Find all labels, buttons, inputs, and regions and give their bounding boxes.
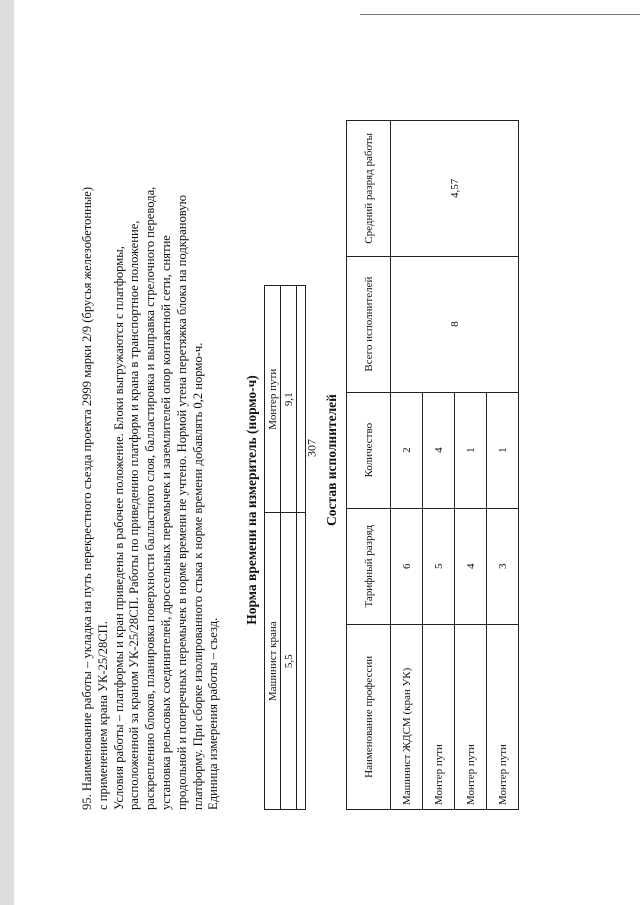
crew-table bbox=[346, 120, 519, 810]
crew-header-avg-grade: Средний разряд работы bbox=[347, 121, 391, 257]
crew-row-3-grade: 4 bbox=[455, 508, 487, 624]
crew-row-1-count: 2 bbox=[391, 392, 423, 508]
crew-row-4-grade: 3 bbox=[487, 508, 519, 624]
norm-header-track: Монтер пути bbox=[265, 286, 281, 513]
norm-header-crane: Машинист крана bbox=[265, 513, 281, 810]
work-title-line-1: 95. Наименование работы – укладка на путь перекрестного съезда проекта 2999 марки 2/9 (брусья железобетонные) bbox=[80, 186, 94, 810]
conditions-line-6: платформу. При сборке изолированного стыка к норме времени добавлять 0,2 нормо-ч. bbox=[190, 342, 205, 810]
crew-header-profession: Наименование профессии bbox=[347, 624, 391, 809]
crew-total: 8 bbox=[391, 256, 519, 392]
crew-header-total: Всего исполнителей bbox=[347, 256, 391, 392]
norm-table bbox=[264, 285, 306, 810]
rotated-page-content bbox=[10, 15, 630, 890]
crew-row-1-name: Машинист ЖДСМ (кран УК) bbox=[391, 624, 423, 809]
conditions-line-4: установка рельсовых соединителей, дроссельных перемычек и заземлителей опор контактной сети, снятие bbox=[158, 235, 173, 810]
crew-row-2-count: 4 bbox=[423, 392, 455, 508]
crew-row-2-name: Монтер пути bbox=[423, 624, 455, 809]
norm-heading: Норма времени на измеритель (нормо-ч) bbox=[244, 375, 259, 625]
norm-empty-cell bbox=[297, 513, 306, 810]
unit-of-measure: Единица измерения работы – съезд. bbox=[206, 617, 221, 810]
work-description bbox=[80, 20, 222, 810]
crew-row-3-name: Монтер пути bbox=[455, 624, 487, 809]
work-title-line-2: с применением крана УК-25/28СП. bbox=[95, 621, 110, 810]
page-number: 307 bbox=[304, 439, 319, 457]
norm-value-crane: 5,5 bbox=[281, 513, 297, 810]
crew-row-2-grade: 5 bbox=[423, 508, 455, 624]
crew-row-1-grade: 6 bbox=[391, 508, 423, 624]
crew-header-grade: Тарифный разряд bbox=[347, 508, 391, 624]
conditions-line-3: раскреплению блоков, планировка поверхности балластного слоя, балластировка и выправка стрелочного перевода, bbox=[143, 186, 158, 810]
crew-row-3-count: 1 bbox=[455, 392, 487, 508]
crew-row-4-count: 1 bbox=[487, 392, 519, 508]
crew-row-4-name: Монтер пути bbox=[487, 624, 519, 809]
norm-value-track: 9,1 bbox=[281, 286, 297, 513]
conditions-line-5: продольной и поперечных перемычек в норме времени не учтено. Нормой утена перетяжка блока на подкрановую bbox=[174, 194, 189, 810]
norm-empty-cell bbox=[297, 286, 306, 513]
crew-header-count: Количество bbox=[347, 392, 391, 508]
conditions-line-1: Условия работы – платформы и кран приведены в рабочее положение. Блоки выгружаются с платформы, bbox=[111, 246, 126, 810]
conditions-line-2: расположенной за краном УК-25/28СП. Работы по приведению платформ и крана в транспортное положение, bbox=[127, 220, 142, 810]
table-row bbox=[391, 121, 423, 810]
crew-heading: Состав исполнителей bbox=[324, 394, 339, 526]
crew-avg-grade: 4,57 bbox=[391, 121, 519, 257]
